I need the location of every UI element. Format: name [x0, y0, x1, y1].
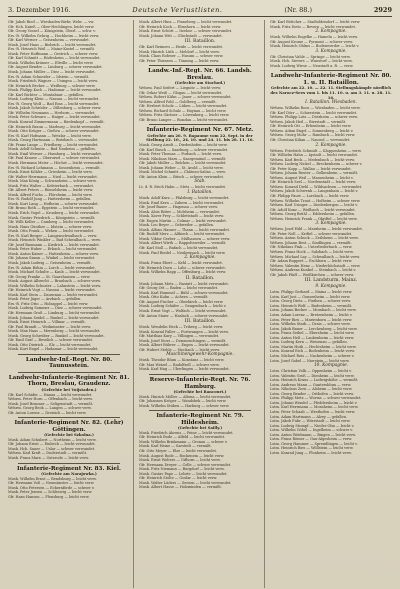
casualty-entry: Wehrm. Georg Beck — Langen — schwer verw. — [8, 406, 92, 411]
casualty-entry: Ers.-R. Fritz Otto — Holzappel — leicht verw. — [8, 301, 89, 306]
column-2 — [139, 20, 265, 588]
casualty-entry: Musk. Albert Hinz — Pinneberg — leicht verwundet. — [139, 20, 233, 24]
casualty-entry: Musk. Konrad Zimmermann — Biedenkopf — vermißt. — [8, 120, 105, 125]
casualty-entry: Musk. Wilhelm Brinkmann — Gronau — schwer v. — [139, 439, 228, 444]
casualty-entry: Gfr. Karl Richter — Montabaur — gefallen. — [8, 92, 84, 97]
casualty-entry: Lstm. Peter Ries — Marienborn — leicht verw. — [270, 317, 353, 322]
casualty-entry: Wehrm. Johann Best — Sindlingen — vermißt. — [270, 240, 352, 245]
casualty-entry: Lstm. Nikolaus Zorn — Alsheim — leicht verw. — [270, 387, 353, 392]
casualty-entry: Ers.-R. Heinrich Weil — Mainz-Kastel — vermißt. — [8, 47, 96, 52]
casualty-entry: Ers.-R. Karl Hofmann — Wetzlar — leicht verw. — [8, 133, 92, 138]
casualty-entry: Musk. Ludwig Schäfer — Gengenbach — leicht v. — [139, 304, 227, 309]
casualty-entry: Ers.-R. Adam Böhm — Lorch — leicht verwundet. — [8, 265, 96, 270]
casualty-entry: Gfr. Karl Schmitt — Rüdesheim — leicht verwundet. — [8, 56, 101, 61]
casualty-entry: Gfr. Karl Stoll — Rufach — leicht verwundet. — [139, 245, 219, 250]
casualty-entry: Musk. Erich Vogel — Kronberg — leicht verwundet. — [8, 210, 100, 215]
casualty-entry: Gfr. August Fischer — Oberkirch — leicht verw. — [139, 299, 224, 304]
casualty-entry: Musk. Nikolaus Marx — Saargemünd — vermißt. — [139, 156, 227, 161]
casualty-entry: Musk. Otto Dietrich — Elz — leicht verwundet. — [8, 342, 92, 347]
casualty-entry: Ers.-R. Georg Wolf — Bad Ems — leicht verwundet. — [8, 101, 100, 106]
casualty-entry: Musk. Ernst Vogt — Wolfach — leicht verwundet. — [139, 308, 227, 313]
text-columns — [8, 20, 392, 588]
casualty-entry: Musk. Wilhelm Engelke — Hameln — leicht verw. — [270, 35, 358, 40]
battalion-heading: II. Bataillon. — [185, 275, 215, 281]
regiment-heading: Infanterie-Regiment Nr. 83. Kiel. — [17, 465, 121, 472]
casualty-entry: Gfr. Adam Ruppert — Eschborn — leicht verw. — [270, 259, 353, 264]
casualty-entry: Lstm. Franz Römer — Gau-Algesheim — verw. — [270, 437, 353, 442]
casualty-entry: Wehrm. Karl Usinger — Diedenbergen — leicht v. — [270, 203, 358, 208]
casualty-entry: Musk. Otto Frank — Wehen — leicht verwundet. — [8, 229, 95, 234]
casualty-entry: Musk. Max Haas — Merenberg — leicht verwundet. — [8, 329, 101, 334]
casualty-entry: Musk. Jakob Schröder — Dillenburg — schwer verw. — [8, 106, 102, 111]
casualty-entry: Gfr. Christian Kilian — Naurod — verwundet. — [270, 137, 351, 142]
casualty-entry: Wehrm. Johann Reuter — Delkenheim — vermißt. — [270, 171, 359, 176]
casualty-entry: Musk. Albert Hasse — Holzminden — vermißt. — [139, 485, 222, 490]
battle-note: Gefechte am 22. 10. — 22. 11. Stellungskämpfe nördlich des Narocz-Sees vom 1. bis 11. 10. u. am 3. 11. u. 28. 11. 16. — [270, 85, 392, 100]
casualty-entry: Gfr. Josef Bauer — Hagenau — schwer verw. — [139, 205, 218, 210]
regiment-heading: Landwehr-Infanterie-Regiment Nr. 80. 1. u. II. Bataillon. — [270, 73, 392, 86]
unit-subheading: 2. Kompagnie. — [315, 142, 347, 148]
casualty-entry: Musk. Wendelin Heck — Triberg — leicht verw. — [139, 325, 224, 330]
casualty-entry: Gfr. Heinrich Koch — Elmshorn — leicht verw. — [139, 24, 222, 29]
casualty-entry: Musk. Kurt Engel — Hadamar — leicht verwundet. — [8, 347, 99, 352]
casualty-entry: Gfr. Hermann Voß — Neumünster — leicht verw. — [8, 481, 95, 486]
casualty-entry: Lstm. Heinrich Wolf — Budenheim — vermißt. — [270, 303, 353, 308]
casualty-entry: Gfr. Josef Baumann — Kiedrich — leicht verwundet. — [8, 242, 100, 247]
casualty-entry: Lstm. Georg Dietz — Finthen — schwer verw. — [270, 299, 351, 304]
casualty-entry: Musk. Johann Witt — Glückstadt — verwundet. — [139, 33, 223, 38]
casualty-entry: Wehrm. Jakob Heil — Bierstadt — vermißt. — [270, 119, 347, 124]
casualty-entry: Musk. Josef Brunner — Seligenstadt — vermißt. — [8, 401, 94, 406]
casualty-entry: Gfr. August Krome — Pyrmont — schwer verw. — [270, 39, 353, 44]
casualty-entry: Musk. August Rode — Bockenem — leicht verw. — [139, 453, 225, 458]
casualty-entry: Musk. Hinrich Möller — Altona — leicht verwundet. — [139, 394, 232, 399]
section-divider — [18, 372, 120, 373]
casualty-entry: Musk. Hinrich Lüth — Meldorf — leicht verw. — [139, 49, 220, 54]
casualty-entry: Lt. d. R. Erich Hahn — Metz — leicht verwundet. — [139, 185, 227, 190]
casualty-entry: Wehrm. Andreas Kunkel — Steinbach — leicht v. — [270, 268, 356, 273]
casualty-entry: Gfr. Paul Krause — Oberursel — schwer verwundet. — [8, 156, 101, 161]
casualty-entry: Lstm. Heinrich Ries — Wöllstein — leicht verw. — [270, 446, 354, 451]
casualty-entry: Musk. Hermann Meier — Höchst — leicht verwundet. — [8, 160, 104, 165]
casualty-entry: Lstm. Franz Seibel — Ebersheim — leicht verw. — [270, 331, 355, 336]
casualty-entry: Lstm. Georg Bender — Osthofen — leicht verw. — [270, 391, 354, 396]
issue-number: (Nr. 88.) — [284, 6, 313, 14]
page-number: 2929 — [373, 6, 392, 14]
casualty-entry: Gfr. Matthias Kury — Villingen — verwundet. — [139, 334, 220, 339]
casualty-entry: Musk. Johann Metz — Rastatt — leicht verwundet. — [139, 281, 229, 286]
casualty-entry: Gfr. Eugen Martin — Colmar — leicht verwundet. — [139, 218, 227, 223]
casualty-entry: Musk. Philipp Koch — Hadamar — leicht verwundet. — [8, 88, 102, 93]
casualty-entry: Wehrm. Paul Seifert — Liegnitz — leicht verw. — [139, 85, 221, 90]
casualty-entry: Musk. Friedrich Ahrens — Peine — leicht verwundet. — [139, 430, 234, 435]
casualty-entry: Musk. Wilhelm Rapp — Offenburg — leicht verw. — [139, 270, 227, 275]
casualty-entry: Wehrm. Anton Schuck — Zeilsheim — leicht verw. — [270, 236, 359, 241]
casualty-entry: Gfr. Heinrich Vogt — Nassau — leicht verwundet. — [8, 288, 96, 293]
casualty-entry: Musk. Ernst Köhler — Griesheim — leicht verw. — [8, 170, 93, 175]
casualty-entry: Lstm. Heinrich Kraus — Ludwigshöhe — vermißt. — [270, 378, 359, 383]
casualty-entry: Wehrm. Michael Lay — Schwalbach — leicht verw. — [270, 254, 360, 259]
casualty-entry: Ers.-R. Richard Lehmann — Sossenheim — vermißt. — [8, 165, 101, 170]
casualty-entry: Musk. Walter Lüders — Seesen — leicht verwundet. — [139, 480, 232, 485]
casualty-entry: Musk. Gustav Pape — Lehrte — leicht verwundet. — [139, 471, 228, 476]
unit-subheading: 2. Kompagnie. — [315, 29, 347, 35]
casualty-entry: Lstm. Karl Herrmann — Monsheim — leicht verw. — [270, 405, 359, 410]
casualty-entry: Lstm. Adam Lorenz — Bretzenheim — leicht v. — [270, 313, 353, 318]
casualty-entry: Gfr. Heinrich Ott — Erbenheim — leicht verw. — [270, 124, 352, 129]
casualty-entry: Gfr. Georg Ott — Baden — leicht verwundet. — [139, 286, 219, 291]
section-divider — [280, 70, 382, 71]
casualty-entry: Lstm. Josef Gabel — Nierstein — leicht verw. — [270, 358, 350, 363]
casualty-entry: Gfr. Karl Reimers — Heide — leicht verwundet. — [139, 45, 224, 50]
casualty-entry: Gfr. Philipp Faust — Lorsbach — leicht verw. — [270, 194, 350, 198]
section-divider — [149, 65, 251, 66]
casualty-entry: Musk. Ernst Heinrich — Villmar — vermißt. — [8, 320, 86, 325]
casualty-entry: Lstm. Karl Jost — Gonsenheim — leicht verw. — [270, 294, 351, 299]
casualty-entry: Lstm. Michael Reis — Nackenheim — schwer v. — [270, 353, 355, 358]
casualty-entry: Musk. Josef Storz — Donaueschingen — vermißt. — [139, 338, 227, 343]
casualty-entry: Lstm. Wilhelm Göbel — Ingelheim — schwer v. — [270, 428, 353, 433]
casualty-entry: Musk. Peter Thomas — Forbach — leicht verw. — [139, 152, 222, 157]
casualty-entry: Wehrm. Heinrich Frank — Okriftel — leicht verw. — [270, 216, 358, 221]
casualty-entry: Musk. Georg Arndt — Diedenhofen — leicht verw. — [139, 143, 228, 148]
casualty-entry: Musk. Emil Kern — Zabern — leicht verwundet. — [139, 200, 225, 205]
casualty-entry: Lstm. Martin Huth — Hechtsheim — leicht verw. — [270, 344, 357, 349]
casualty-entry: Gfr. Albert Peters — Rüsselsheim — leicht verw. — [8, 188, 94, 193]
section-divider — [18, 463, 120, 464]
casualty-entry: Lstm. Jakob Fuhr — Wörrstadt — leicht verw. — [270, 419, 351, 424]
casualty-entry: Musk. Ernst Schütt — Itzehoe — schwer verwundet. — [139, 29, 233, 34]
casualty-entry: Musk. Johann Weber — St. Avold — leicht verw. — [139, 165, 224, 170]
unit-subheading: I. Bataillon. — [187, 189, 213, 195]
casualty-entry: Gfr. Hch. Knieß — Ober-Hechlingen, leicht verw. — [8, 24, 95, 29]
casualty-entry: Lstm. Peter Schaab — Westhofen — leicht verw. — [270, 409, 356, 414]
battle-note: (Gefechte bei Sailly.) — [177, 425, 223, 431]
casualty-entry: Gfr. Karl Schäfer — Hanau — leicht verwundet. — [8, 392, 93, 397]
casualty-entry: Lstm. Philipp Metz — Worms — schwer verwundet. — [270, 396, 362, 401]
casualty-entry: Gfr. August Bender — Limburg — schwer verwundet. — [8, 65, 103, 70]
casualty-entry: Wehrm. Philipp Lutz — Dotzheim — schwer verw. — [270, 115, 359, 120]
casualty-entry: Gfr. Heinrich Becker — Weilburg — schwer verw. — [8, 83, 96, 88]
regiment-heading: Infanterie-Regiment Nr. 67. Metz. — [146, 127, 254, 134]
casualty-entry: Lstm. Johann Wendel — Pfeddersheim — leicht v. — [270, 400, 358, 405]
casualty-entry: Musk. Peter Jensen — Schleswig — leicht verw. — [8, 490, 93, 495]
casualty-entry: Musk. Karl Hug — Überlingen — leicht verwundet. — [139, 367, 230, 372]
casualty-entry: Musk. Otto Kuhn — Achern — vermißt. — [139, 295, 209, 300]
battle-note: (Gefechte am Stochod.) — [174, 80, 226, 86]
casualty-entry: Wehrm. Alfred Pohl — Goldberg — vermißt. — [139, 99, 217, 104]
casualty-entry: Gfr. Georg Vossel — Königstein, Oberl. — schw. v. — [8, 29, 96, 34]
casualty-entry: Gfr. Heinrich Seel — Nordenstadt — leicht verw. — [270, 180, 357, 185]
casualty-entry: Gfr. Hermann Groß — Limburg — leicht verwundet. — [8, 311, 101, 315]
casualty-entry: Gfr. Bruno Roth — Eppstein — leicht verwundet. — [8, 206, 95, 211]
casualty-entry: Wehrm. Ludwig Nickel — Breckenheim — schwer v. — [270, 162, 363, 167]
casualty-entry: Ers.-R. Adam Schneider — Idstein — vermißt. — [8, 74, 90, 79]
casualty-entry: Lstm. Adam Hartmann — Alzey — gefallen. — [270, 414, 347, 419]
casualty-entry: Musk. Otto Krüger — Gießen — schwer verwundet. — [8, 129, 100, 134]
casualty-entry: Musk. Ludwig Klein — Nassau — leicht verwundet. — [8, 97, 100, 102]
battle-note: Gefechte am 26. 9. Bapaume vom 22. Sept. in der Stellung 22. 10., 24. 10. und 24. 11. bis 28. 11. 16. — [146, 132, 254, 143]
casualty-entry: Gfr. Paul Brandt — Weilmünster — leicht verw. — [8, 324, 91, 329]
casualty-entry: Gfr. Johann Ernst — Einbeck — leicht verwundet. — [8, 442, 96, 447]
regiment-heading: Landw.-Inf.-Regt. Nr. 66. Landsh. Breslau. — [148, 68, 252, 81]
casualty-entry: Musk. Paul Riedel — Neubreisach — leicht verw. — [139, 250, 226, 255]
casualty-entry: Musk. Adolf Schmitz — Bad Nauheim — gefallen. — [8, 147, 96, 152]
casualty-entry: Musk. Ludwig Sommer — Diez — schwer verwundet. — [8, 306, 103, 311]
casualty-entry: Gfr. Rudolf Merz — Altkirch — leicht verwundet. — [139, 232, 226, 237]
casualty-entry: Gfr. Walter Herrmann — Nied — leicht verwundet. — [8, 174, 98, 179]
unit-subheading: 3. Kompagnie. — [315, 48, 347, 54]
casualty-entry: Musk. Fritz Dietz — Bevern — leicht verwundet. — [270, 24, 356, 29]
casualty-entry: Wehrm. Adam Engel — Sonnenberg — leicht v. — [270, 128, 354, 133]
casualty-entry: Lstm. Andreas Mann — Guntersblum — verw. — [270, 382, 352, 387]
casualty-entry: Gfr. Heinrich Dorn — Lahr — schwer verwundet. — [139, 265, 226, 270]
casualty-entry: Wehrm. August Weil — Massenheim — leicht v. — [270, 175, 354, 180]
casualty-entry: Wehrm. Wilhelm Roos — Wiesbaden — leicht verw. — [270, 106, 361, 111]
regiment-heading: Landwehr-Infanterie-Regiment Nr. 81. Thorn, Breslau, Graudenz. — [8, 374, 130, 388]
casualty-entry: Lstm. Wilhelm Stark — Drais — schwer verw. — [270, 322, 351, 327]
casualty-entry: Musk. Heinrich Winkler — Bad Schwalbach — verw. — [8, 238, 101, 243]
casualty-entry: Gfr. Jakob Müller — Bolchen — leicht verwundet. — [139, 161, 227, 166]
casualty-entry: Musk. Ludwig Wiese — Neustadt a. R. — verw. — [270, 63, 354, 68]
unit-subheading: 3. Kompagnie. — [315, 221, 347, 227]
casualty-entry: Lstm. Anton Weidmann — Bingen — leicht verw. — [270, 432, 356, 437]
casualty-entry: Musk. Georg Schreiber — Runkel — leicht verwundet. — [8, 333, 105, 338]
casualty-entry: Musk. Albert Bührer — Engen — leicht verwundet. — [139, 343, 230, 348]
casualty-entry: Musk. Adolf Kurz — Pfalzburg — leicht verwundet. — [139, 195, 230, 200]
casualty-entry: Gfr. Heinrich Braun — Marburg — leicht verwundet. — [8, 124, 102, 129]
casualty-entry: Gfr. Johann Simon — Winkel — leicht verwundet. — [8, 256, 96, 261]
casualty-entry: Wehrm. Georg Brühl — Eddersheim — gefallen. — [270, 212, 356, 217]
unit-subheading: 9. Kompagnie. — [315, 284, 347, 290]
casualty-entry: Gfr. Peter Noll — Kriftel — schwer verwundet. — [270, 231, 353, 236]
column-3 — [270, 20, 392, 588]
battalion-heading: III. Bataillon. — [184, 319, 216, 325]
casualty-entry: Lstm. Ludwig Kern — Weisenau — gefallen. — [270, 340, 348, 345]
casualty-entry: Musk. Peter Hoffmann — Oestrich — schwer verw. — [8, 51, 99, 56]
casualty-entry: Musk. Ernst Wolters — Gifhorn — leicht verw. — [139, 458, 221, 463]
casualty-entry: Musk. Michael Schulte — Kaub — leicht verwundet. — [8, 270, 101, 275]
casualty-entry: Gfr. Wilhelm Neumann — Herborn — verwundet. — [8, 110, 96, 115]
casualty-entry: Musk. Alois Ritter — Molsheim — verwundet. — [139, 209, 221, 214]
casualty-entry: Musk. Michel Schmitt — Château-Salins — verw. — [139, 170, 226, 175]
casualty-entry: Musk. Theodor Blum — Konstanz — leicht verw. — [139, 358, 225, 363]
casualty-entry: Gfr. Nikolaus Fink — Unterliederbach — verw. — [270, 245, 353, 250]
casualty-entry: Musk. Wilhelm Krämer — Eltville — leicht verw. — [8, 60, 94, 65]
casualty-entry: Gfr. Hubert Stehle — Stockach — leicht verw. — [139, 347, 220, 352]
casualty-entry: Musk. Anton Kaiser — Hattenheim — schwer verw. — [8, 251, 99, 256]
regiment-heading: Reserve-Infanterie-Regt. Nr. 76. Hamburg. — [149, 377, 251, 390]
casualty-entry: Gfr. Karl Böttcher — Stadtoldendorf — leicht verw. — [270, 20, 361, 24]
regiment-heading: Landwehr-Inf.-Regt. Nr. 80. Taunusstein. — [25, 356, 113, 370]
regiment-heading: Infanterie-Regiment Nr. 79. Hildesheim. — [156, 413, 244, 426]
casualty-entry: Musk. Alfons Hauser — Thann — leicht verwundet. — [139, 227, 230, 232]
casualty-entry: Ers.-R. Karl Berger — Langenschwalbach — verw. — [8, 233, 98, 238]
casualty-entry: Gfr. Adolf Kunz — Weilbach — leicht verwundet. — [270, 207, 356, 212]
casualty-entry: Musk. Josef Haas — Biebrich — leicht verwundet. — [8, 42, 97, 47]
casualty-entry: Gfr. Johannes Kröger — Wandsbek — leicht verw. — [139, 399, 227, 404]
unit-subheading: 10. Kompagnie. — [313, 363, 349, 369]
casualty-entry: Musk. Fritz Niemann — Burgdorf — leicht verw. — [139, 467, 225, 472]
casualty-entry: Lstm. Valentin Groß — Dienheim — leicht verw. — [270, 373, 355, 378]
casualty-entry: Musk. Jakob Ludwig — Geisenheim — vermißt. — [8, 260, 92, 265]
casualty-entry: Musk. Karl Hummel — Bühl — schwer verwundet. — [139, 290, 229, 295]
casualty-entry: Musk. August Albrecht — Braubach — schwer verw. — [8, 279, 101, 284]
casualty-entry: Musk. Johann Seidel — Runkel — leicht verwundet. — [8, 315, 100, 320]
casualty-entry: Musk. Adam Schubert — Northeim — leicht verw. — [8, 437, 97, 442]
casualty-entry: Lstm. Christian Volk — Oppenheim — leicht v. — [270, 369, 352, 374]
casualty-entry: Lstm. Ludwig Stumpf — Nieder-Olm — leicht v. — [270, 423, 355, 428]
casualty-entry: Gfr. Peter Thiessen — Tönning — leicht verw. — [139, 58, 220, 63]
casualty-entry: Musk. Xaver Frey — Schlettstadt — leicht verw. — [139, 214, 224, 219]
casualty-entry: Wehrm. Wilhelm Traut — Hofheim — schwer verw. — [270, 198, 361, 203]
casualty-entry: Musk. Georg Hartmann — Butzbach — verwundet. — [8, 138, 99, 143]
casualty-entry: Gfr. Jakob Ried — Wiesbaden-Biebr, Wehr. — vw. — [8, 20, 95, 24]
casualty-entry: Lstm. Philipp Gerhard — Mainz — leicht verw. — [270, 290, 353, 295]
casualty-entry: Musk. Otto Petersen — Eckernförde — schwer v. — [8, 485, 95, 490]
casualty-entry: Gfr. Georg Franke — St. Goarshausen — verw. — [8, 274, 91, 279]
casualty-entry: Gfr. Anton Maier — Haslach — schwer verwundet. — [139, 313, 229, 318]
casualty-entry: Musk. Max König — Schwanheim — schwer verw. — [8, 179, 97, 184]
casualty-entry: Musk. Hch. Sievers — Wunstorf — leicht verw. — [270, 59, 353, 64]
battalion-heading: III. Bataillon. — [184, 39, 216, 45]
battle-note: (Gefechte bei Rancourt.) — [173, 389, 227, 394]
casualty-entry: Wehrm. Robert Kühn — Jauer — schwer verwundet. — [139, 95, 232, 100]
section-divider — [18, 354, 120, 355]
casualty-entry: Wehrm. Jakob Schwenk — Langenhain — leicht v. — [270, 189, 359, 194]
casualty-entry: Musk. Fritz Walter — Kelsterbach — verwundet. — [8, 183, 94, 188]
unit-subheading: Maschinengewehr-Kompagnie. — [166, 352, 234, 358]
battle-note: (Gefechte bei Szkolna.) — [44, 432, 94, 438]
casualty-entry: Musk. Peter Huber — Erbach — leicht verwundet. — [8, 247, 98, 252]
casualty-entry: Musk. Franz Ebert — Kehl — leicht verwundet. — [139, 261, 223, 266]
casualty-entry: Lstm. Georg Hammer — Sprendlingen — leicht v. — [270, 441, 358, 446]
casualty-entry: Gfr. Heinrich Bode — Alfeld — leicht verwundet. — [139, 435, 226, 440]
casualty-entry: Gfr. Otto Meyer — Elze — leicht verwundet. — [139, 449, 218, 454]
casualty-entry: Musk. Johann Müller — Diez — leicht verwundet. — [8, 70, 96, 75]
casualty-entry: Gfr. Karl Werner — Geisenheim — verwundet. — [8, 38, 90, 43]
casualty-entry: Lstm. Anton Heß — Laubenheim — leicht verw. — [270, 335, 355, 340]
casualty-entry: Gfr. Heinrich Stolte — Goslar — leicht verw. — [139, 476, 218, 481]
casualty-entry: Ers.-R. Wilhelm Gehrig — Hochheim — leicht verw. — [8, 33, 100, 38]
publication-title: Deutsche Verlustlisten. — [132, 6, 223, 14]
casualty-entry: Gfr. Hans Hansen — Flensburg — leicht verw. — [8, 494, 90, 499]
casualty-entry: Musk. Peter Jäger — Arzbach — gefallen. — [8, 297, 82, 302]
section-divider — [149, 124, 251, 125]
casualty-entry: Musk. Wilhelm Ernst — Rendsburg — leicht verw. — [8, 476, 97, 481]
casualty-entry: Wehrm. Konrad Diehl — Wildsachsen — verwundet. — [270, 184, 363, 189]
casualty-entry: Gfr. Wilhelm Hahn — Igstadt — leicht verwundet. — [270, 153, 359, 158]
casualty-entry: Musk. Wilhelm Schuster — Lahnstein — leicht verw. — [8, 283, 101, 288]
casualty-entry: Musk. Konrad Faller — Furtwangen — leicht verw. — [139, 329, 229, 334]
casualty-entry: Lstm. Jakob Bauer — Lerchenberg — leicht verw. — [270, 326, 358, 331]
casualty-entry: Gfr. Oskar Weiß — Glogau — leicht verwundet. — [139, 90, 223, 95]
casualty-entry: Gfr. Anton Klein — Bitsch — schwer verwundet. — [139, 174, 224, 179]
casualty-entry: Musk. Viktor Gerber — Mülhausen — schwer verw. — [139, 236, 231, 241]
unit-subheading: 2. Kompagnie. — [184, 255, 216, 261]
casualty-entry: Musk. Albert Wirth — Rappoltsweiler — vermißt. — [139, 241, 227, 246]
casualty-entry: Gfr. Christian Vahle — Springe — leicht verw. — [270, 54, 351, 59]
page-header — [8, 6, 392, 17]
casualty-entry: Gfr. Karl Busch — Saarburg — schwer verwundet. — [139, 147, 229, 152]
casualty-entry: Musk. Peter Schwarz — Haiger — leicht verwundet. — [8, 115, 101, 120]
casualty-entry: Musk. Emil Werner — Homburg — leicht verwundet. — [8, 151, 102, 156]
casualty-entry: Wehrm. Valentin Henz — Niederhöchstadt — verw. — [270, 263, 361, 268]
casualty-entry: Gfr. Max Wetzel — Radolfzell — schwer verw. — [139, 362, 220, 367]
casualty-entry: Gfr. Anton Lorenz — Dreieich — leicht verw. — [8, 410, 87, 415]
casualty-entry: Gfr. Franz Lange — Friedberg — leicht verwundet. — [8, 142, 99, 147]
casualty-entry: Wehrm. Josef Hild — Marxheim — leicht verwundet. — [270, 227, 363, 232]
battle-note: (Gefechte bei Voijstaden.) — [41, 386, 97, 392]
casualty-entry: Musk. Karl Heine — Sarstedt — vermißt. — [139, 444, 212, 449]
casualty-entry: Musk. Claus Rohwer — Husum — schwer verw. — [139, 54, 224, 59]
casualty-entry: Gfr. Peter Kopp — Wallau — leicht verwundet. — [270, 166, 352, 171]
casualty-entry: Musk. Kurt Lang — Hofheim — schwer verwundet. — [8, 201, 99, 206]
casualty-entry: Musk. Alfred Fuchs — Flörsheim — leicht verw. — [8, 192, 93, 197]
regiment-heading: Infanterie-Regiment Nr. 82. (Lehr) Göttingen. — [14, 420, 124, 433]
casualty-entry: Wehrm. Fritz Gärtner — Löwenberg — leicht verw. — [139, 113, 230, 118]
casualty-entry: Gfr. Hermann Dreyer — Celle — schwer verwundet. — [139, 462, 232, 467]
casualty-entry: Musk. Franz Marx — Osterode — leicht verw. — [8, 456, 89, 461]
casualty-entry: Musk. Wilhelm Stüben — Harburg — schwer verw. — [139, 403, 230, 408]
casualty-entry: Musk. Heinrich Ohlms — Bodenwerder — leicht v. — [270, 44, 360, 49]
casualty-entry: Wehrm. Franz Hock — Sulzbach — leicht verw. — [270, 250, 354, 255]
casualty-entry: Gfr. Bruno Langer — Bunzlau — leicht verwundet. — [139, 117, 229, 122]
casualty-entry: Wehrm. Richard Schulz — Haynau — leicht verw. — [139, 108, 227, 113]
battalion-heading: III. Landsturm. Mainz. — [304, 278, 358, 284]
column-1 — [8, 20, 134, 588]
casualty-entry: Musk. Hans Günther — Idstein — schwer verw. — [8, 224, 93, 229]
casualty-entry: Gfr. Karl Dörr — Schierstein — leicht verwundet. — [270, 110, 358, 115]
casualty-entry: Musk. Karl Stein — Dausenau — leicht verwundet. — [8, 292, 99, 297]
casualty-entry: Gfr. Emil Graf — Beselich — schwer verwundet. — [8, 338, 94, 343]
casualty-entry: Lstm. Konrad Eich — Bodenheim — leicht verw. — [270, 349, 355, 354]
casualty-entry: Wehrm. Georg Mohr — Rambach — leicht verw. — [270, 133, 356, 138]
casualty-entry: Lstm. Konrad Jung — Flonheim — leicht verw. — [270, 450, 352, 455]
casualty-entry: Wehrm. Karl Beck — Medenbach — leicht verw. — [270, 157, 355, 162]
section-divider — [149, 374, 251, 375]
casualty-entry: Wehrm. Friedrich Schmidt — Kloppenheim — verw. — [270, 148, 362, 153]
unit-subheading: Stab. — [194, 179, 206, 185]
casualty-entry: Gfr. Willi Keller — Camberg — leicht verwundet. — [8, 220, 95, 225]
casualty-entry: Wehrm. Peter Horn — Offenbach — leicht verw. — [8, 397, 93, 402]
casualty-entry: Musk. Leo Beyer — Gebweiler — gefallen. — [139, 223, 214, 228]
unit-subheading: I. Bataillon. Wiesbaden. — [305, 100, 357, 106]
casualty-entry: Musk. Gustav Friedrich — Königstein — vermißt. — [8, 215, 96, 220]
section-divider — [149, 410, 251, 411]
section-divider — [18, 417, 120, 418]
casualty-entry: Ers.-R. Rudolf Jung — Hattersheim — gefallen. — [8, 197, 92, 202]
casualty-entry: Wehrm. Karl Kraft — Duderstadt — vermißt. — [8, 451, 88, 456]
casualty-entry: Musk. Friedrich Wagner — Usingen — leicht verw. — [8, 79, 98, 84]
casualty-entry: Musk. Hch. Sauer — Uslar — schwer verwundet. — [8, 446, 96, 451]
battle-note: (Gefechte am Narajowka.) — [41, 471, 97, 477]
casualty-entry: Lstm. Johann Becker — Mombach — leicht verw. — [270, 308, 357, 313]
casualty-entry: Gfr. Herbert Scholz — Lüben — leicht verwundet. — [139, 104, 228, 109]
issue-date: 3. Dezember 1916. — [8, 6, 71, 14]
casualty-entry: Gfr. Jakob Pfaff — Weißkirchen — schwer verw. — [270, 272, 355, 277]
